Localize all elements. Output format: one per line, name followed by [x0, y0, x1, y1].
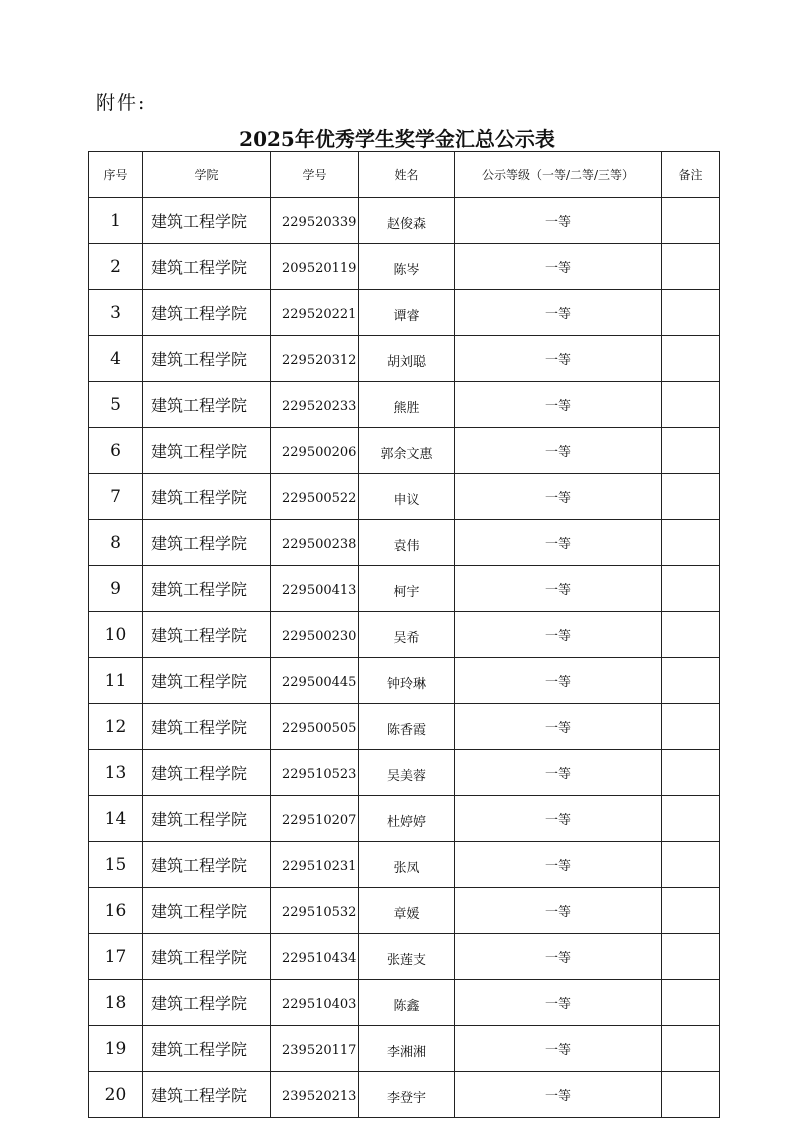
cell-note	[662, 290, 720, 336]
cell-student-id: 229500238	[271, 520, 359, 566]
cell-level: 一等	[455, 244, 662, 290]
cell-student-id: 209520119	[271, 244, 359, 290]
cell-student-id: 229510231	[271, 842, 359, 888]
cell-level: 一等	[455, 198, 662, 244]
cell-name: 钟玲琳	[359, 658, 455, 704]
cell-level: 一等	[455, 658, 662, 704]
cell-level: 一等	[455, 888, 662, 934]
table-row	[89, 428, 720, 474]
cell-note	[662, 244, 720, 290]
cell-student-id: 229500445	[271, 658, 359, 704]
cell-note	[662, 658, 720, 704]
cell-college: 建筑工程学院	[143, 934, 271, 980]
cell-name: 陈鑫	[359, 980, 455, 1026]
cell-college: 建筑工程学院	[143, 520, 271, 566]
cell-student-id: 229500505	[271, 704, 359, 750]
cell-seq: 1	[89, 198, 143, 244]
table-row	[89, 888, 720, 934]
cell-college: 建筑工程学院	[143, 750, 271, 796]
cell-student-id: 229510434	[271, 934, 359, 980]
cell-seq: 12	[89, 704, 143, 750]
cell-college: 建筑工程学院	[143, 336, 271, 382]
cell-note	[662, 888, 720, 934]
cell-seq: 8	[89, 520, 143, 566]
cell-college: 建筑工程学院	[143, 612, 271, 658]
cell-name: 袁伟	[359, 520, 455, 566]
cell-level: 一等	[455, 520, 662, 566]
cell-level: 一等	[455, 704, 662, 750]
scholarship-table	[88, 151, 720, 1118]
cell-student-id: 229520339	[271, 198, 359, 244]
table-row	[89, 474, 720, 520]
cell-name: 杜婷婷	[359, 796, 455, 842]
cell-college: 建筑工程学院	[143, 842, 271, 888]
cell-college: 建筑工程学院	[143, 704, 271, 750]
cell-level: 一等	[455, 842, 662, 888]
cell-seq: 4	[89, 336, 143, 382]
column-header-student-id: 学号	[271, 152, 359, 198]
cell-note	[662, 1072, 720, 1118]
cell-level: 一等	[455, 1026, 662, 1072]
cell-student-id: 239520117	[271, 1026, 359, 1072]
cell-seq: 18	[89, 980, 143, 1026]
cell-name: 李湘湘	[359, 1026, 455, 1072]
cell-level: 一等	[455, 980, 662, 1026]
table-row	[89, 796, 720, 842]
cell-college: 建筑工程学院	[143, 980, 271, 1026]
cell-student-id: 229510532	[271, 888, 359, 934]
cell-note	[662, 704, 720, 750]
table-body	[89, 198, 720, 1118]
cell-level: 一等	[455, 290, 662, 336]
cell-note	[662, 980, 720, 1026]
cell-note	[662, 566, 720, 612]
cell-student-id: 229510403	[271, 980, 359, 1026]
cell-name: 胡刘聪	[359, 336, 455, 382]
table-row	[89, 842, 720, 888]
cell-name: 张莲支	[359, 934, 455, 980]
cell-note	[662, 842, 720, 888]
cell-level: 一等	[455, 566, 662, 612]
table-row	[89, 244, 720, 290]
cell-name: 柯宇	[359, 566, 455, 612]
cell-seq: 19	[89, 1026, 143, 1072]
table-row	[89, 198, 720, 244]
cell-student-id: 229500206	[271, 428, 359, 474]
cell-note	[662, 796, 720, 842]
cell-student-id: 229520312	[271, 336, 359, 382]
cell-name: 赵俊森	[359, 198, 455, 244]
cell-name: 申议	[359, 474, 455, 520]
cell-name: 张凤	[359, 842, 455, 888]
attachment-label: 附件:	[96, 92, 147, 114]
cell-seq: 13	[89, 750, 143, 796]
column-header-college: 学院	[143, 152, 271, 198]
cell-name: 吴美蓉	[359, 750, 455, 796]
cell-name: 郭余文惠	[359, 428, 455, 474]
cell-seq: 2	[89, 244, 143, 290]
cell-level: 一等	[455, 474, 662, 520]
cell-note	[662, 750, 720, 796]
cell-college: 建筑工程学院	[143, 888, 271, 934]
cell-seq: 7	[89, 474, 143, 520]
cell-name: 谭睿	[359, 290, 455, 336]
table-header-row	[89, 152, 720, 198]
column-header-level: 公示等级（一等/二等/三等）	[455, 152, 662, 198]
cell-note	[662, 474, 720, 520]
cell-name: 李登宇	[359, 1072, 455, 1118]
cell-seq: 6	[89, 428, 143, 474]
cell-college: 建筑工程学院	[143, 474, 271, 520]
cell-note	[662, 198, 720, 244]
table-row	[89, 658, 720, 704]
column-header-note: 备注	[662, 152, 720, 198]
cell-college: 建筑工程学院	[143, 1072, 271, 1118]
cell-student-id: 229500413	[271, 566, 359, 612]
cell-college: 建筑工程学院	[143, 1026, 271, 1072]
cell-note	[662, 612, 720, 658]
table-row	[89, 612, 720, 658]
cell-college: 建筑工程学院	[143, 198, 271, 244]
cell-student-id: 229520233	[271, 382, 359, 428]
cell-seq: 9	[89, 566, 143, 612]
cell-note	[662, 934, 720, 980]
column-header-name: 姓名	[359, 152, 455, 198]
cell-college: 建筑工程学院	[143, 428, 271, 474]
table-row	[89, 520, 720, 566]
column-header-seq: 序号	[89, 152, 143, 198]
cell-level: 一等	[455, 1072, 662, 1118]
table-row	[89, 704, 720, 750]
table-row	[89, 980, 720, 1026]
table-row	[89, 750, 720, 796]
cell-student-id: 229520221	[271, 290, 359, 336]
cell-note	[662, 1026, 720, 1072]
cell-level: 一等	[455, 750, 662, 796]
document-title: 2025年优秀学生奖学金汇总公示表	[239, 127, 555, 151]
cell-college: 建筑工程学院	[143, 382, 271, 428]
cell-note	[662, 336, 720, 382]
cell-note	[662, 428, 720, 474]
table-row	[89, 336, 720, 382]
cell-name: 陈岑	[359, 244, 455, 290]
cell-level: 一等	[455, 336, 662, 382]
cell-seq: 20	[89, 1072, 143, 1118]
cell-name: 陈香霞	[359, 704, 455, 750]
cell-level: 一等	[455, 428, 662, 474]
cell-seq: 3	[89, 290, 143, 336]
cell-note	[662, 382, 720, 428]
cell-seq: 14	[89, 796, 143, 842]
table-row	[89, 290, 720, 336]
cell-seq: 11	[89, 658, 143, 704]
table-row	[89, 382, 720, 428]
cell-seq: 15	[89, 842, 143, 888]
cell-name: 熊胜	[359, 382, 455, 428]
cell-seq: 16	[89, 888, 143, 934]
cell-name: 章媛	[359, 888, 455, 934]
cell-college: 建筑工程学院	[143, 244, 271, 290]
table-row	[89, 566, 720, 612]
cell-level: 一等	[455, 796, 662, 842]
cell-student-id: 229510523	[271, 750, 359, 796]
cell-student-id: 229510207	[271, 796, 359, 842]
table-row	[89, 934, 720, 980]
cell-seq: 5	[89, 382, 143, 428]
cell-college: 建筑工程学院	[143, 290, 271, 336]
cell-seq: 17	[89, 934, 143, 980]
table-row	[89, 1026, 720, 1072]
cell-college: 建筑工程学院	[143, 658, 271, 704]
cell-college: 建筑工程学院	[143, 566, 271, 612]
cell-level: 一等	[455, 612, 662, 658]
cell-seq: 10	[89, 612, 143, 658]
cell-name: 吴希	[359, 612, 455, 658]
cell-note	[662, 520, 720, 566]
table-row	[89, 1072, 720, 1118]
cell-level: 一等	[455, 934, 662, 980]
cell-student-id: 239520213	[271, 1072, 359, 1118]
cell-college: 建筑工程学院	[143, 796, 271, 842]
cell-student-id: 229500522	[271, 474, 359, 520]
cell-level: 一等	[455, 382, 662, 428]
cell-student-id: 229500230	[271, 612, 359, 658]
